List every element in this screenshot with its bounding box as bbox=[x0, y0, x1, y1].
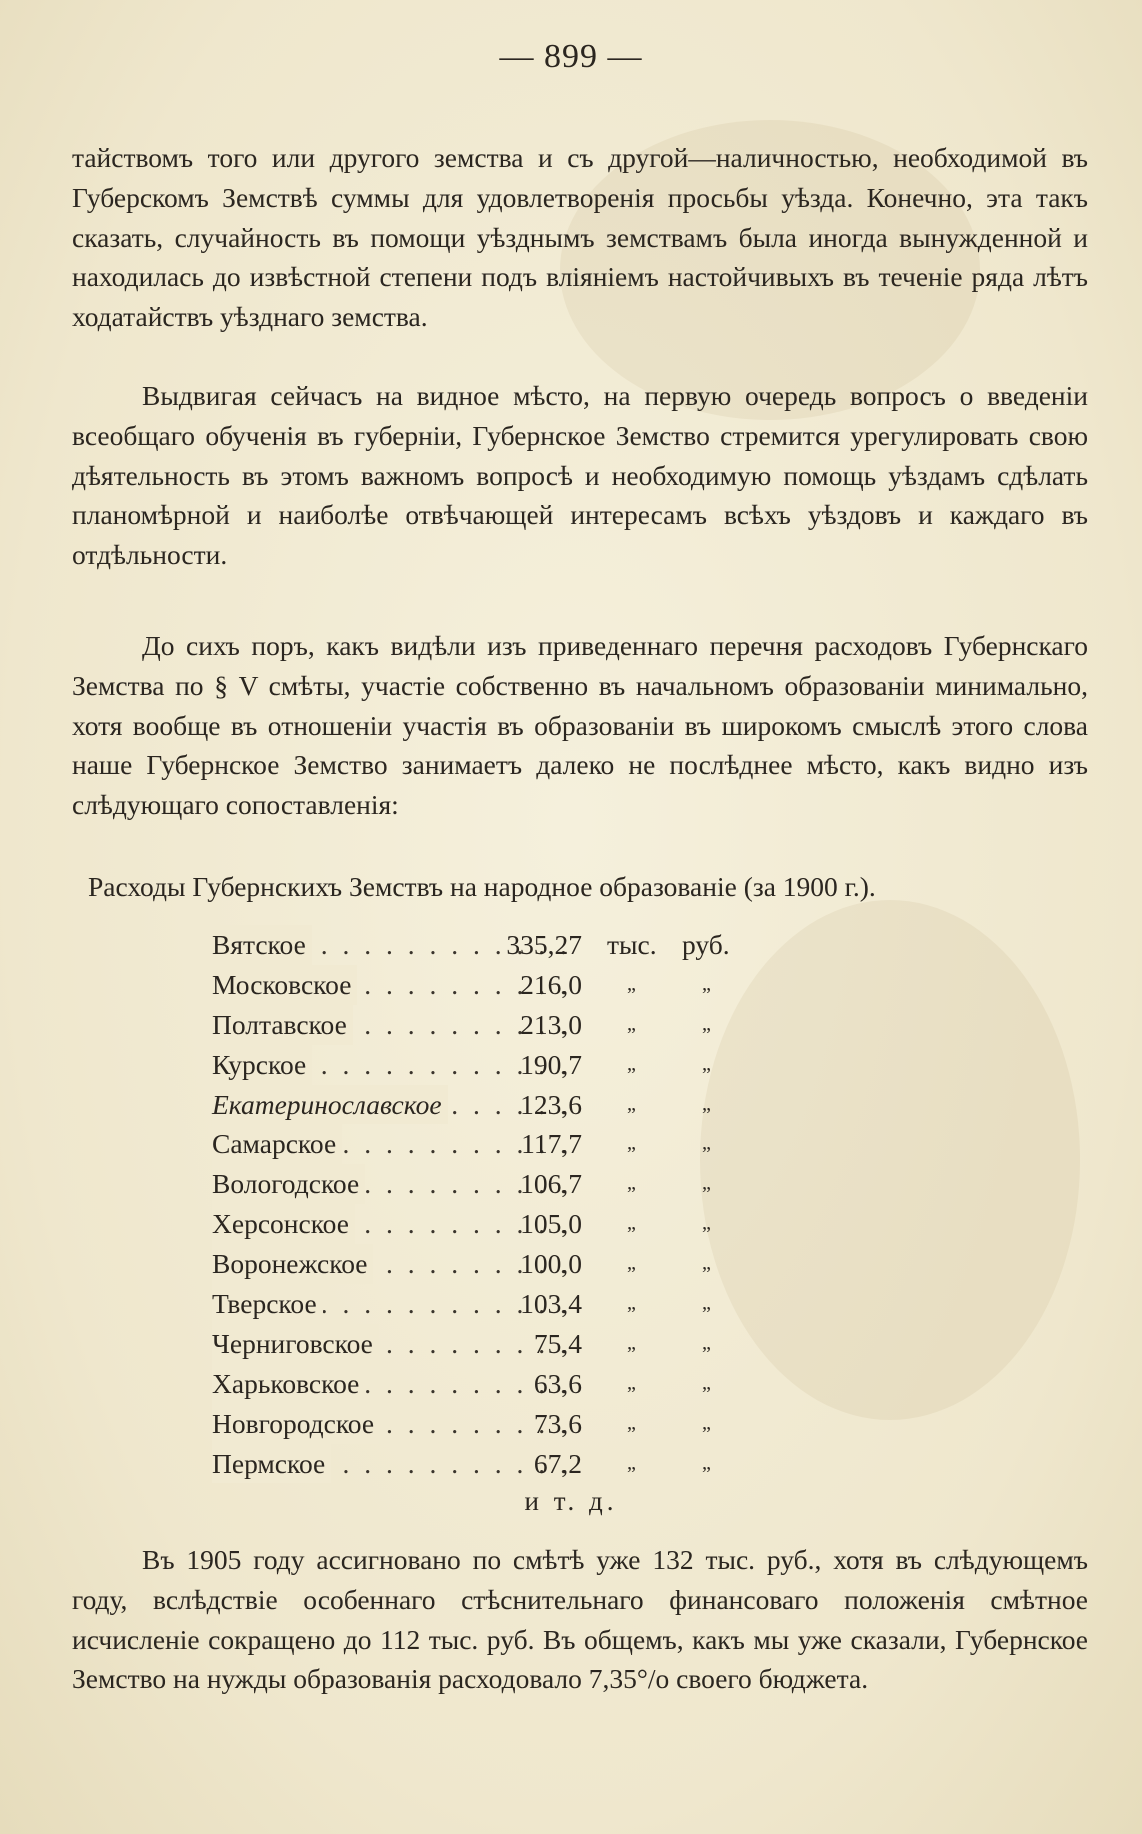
zemstvo-name: Московское bbox=[212, 965, 357, 1005]
ditto-mark: „ bbox=[702, 1012, 711, 1035]
page-number: — 899 — bbox=[499, 38, 643, 75]
zemstvo-name: Черниговское bbox=[212, 1324, 379, 1364]
expense-value: 213,0 bbox=[520, 1008, 582, 1040]
ditto-mark: „ bbox=[627, 972, 636, 995]
paragraph-text: Въ 1905 году ассигновано по смѣтѣ уже 132 тыс. руб., хотя въ слѣдующемъ году, вслѣдствіе особеннаго стѣснительнаго финансоваго положенія смѣтное исчисленіе сокращено до 112 тыс. руб. Въ общемъ, какъ мы уже сказали, Губернское Земство на нужды образованія расходовало 7,35°/о своего бюджета. bbox=[72, 1544, 1088, 1695]
ditto-mark: „ bbox=[702, 1371, 711, 1394]
ditto-mark: „ bbox=[702, 1411, 711, 1434]
paragraph bbox=[72, 376, 1088, 575]
expense-value: 73,6 bbox=[533, 1407, 582, 1439]
zemstvo-name: Воронежское bbox=[212, 1244, 373, 1284]
paragraph-text: тайствомъ того или другого земства и съ другой—наличностью, необходимой въ Губерскомъ Земствѣ суммы для удовлетворенія просьбы уѣзда. Конечно, эта такъ сказать, случайность въ помощи уѣзднымъ земствамъ была иногда вынужденной и находилась до извѣстной степени подъ вліяніемъ настойчивыхъ въ теченіе ряда лѣтъ ходатайствъ уѣзднаго земства. bbox=[72, 142, 1088, 333]
table-row bbox=[212, 1164, 972, 1204]
expense-value: 117,7 bbox=[521, 1128, 582, 1160]
expense-value: 335,27 bbox=[506, 929, 582, 960]
zemstvo-name: Новгородское bbox=[212, 1404, 380, 1444]
table-row bbox=[212, 1045, 972, 1085]
ditto-mark: „ bbox=[627, 1451, 636, 1474]
paragraph bbox=[72, 1540, 1088, 1699]
ditto-mark: „ bbox=[702, 1451, 711, 1474]
ditto-mark: „ bbox=[627, 1331, 636, 1354]
zemstvo-name: Тверское bbox=[212, 1284, 323, 1324]
ditto-mark: „ bbox=[627, 1292, 636, 1315]
unit-rouble: руб. bbox=[682, 929, 730, 960]
paragraph-text: До сихъ поръ, какъ видѣли изъ приведеннаго перечня расходовъ Губернскаго Земства по § V смѣты, участіе собственно въ начальномъ образованіи минимально, хотя вообще въ отношеніи участія въ образованіи въ широкомъ смыслѣ этого слова наше Губернское Земство занимаетъ далеко не послѣднее мѣсто, какъ видно изъ слѣдующаго сопоставленія: bbox=[72, 630, 1088, 821]
zemstvo-name: Вятское bbox=[212, 925, 312, 965]
paragraph-text: Выдвигая сейчасъ на видное мѣсто, на первую очередь вопросъ о введеніи всеобщаго обученія въ губерніи, Губернское Земство стремится урегулировать свою дѣятельность въ этомъ важномъ вопросѣ и необходимую помощь уѣздамъ сдѣлать планомѣрной и наиболѣе отвѣчающей интересамъ всѣхъ уѣздовъ и каждаго въ отдѣльности. bbox=[72, 380, 1088, 571]
table-caption: Расходы Губернскихъ Земствъ на народное образованіе (за 1900 г.). bbox=[88, 871, 876, 902]
zemstvo-name: Полтавское bbox=[212, 1005, 353, 1045]
ditto-mark: „ bbox=[627, 1092, 636, 1115]
expense-value: 216,0 bbox=[520, 968, 582, 1000]
expense-value: 190,7 bbox=[520, 1048, 582, 1080]
paragraph bbox=[72, 626, 1088, 825]
expense-value: 105,0 bbox=[520, 1208, 582, 1240]
expense-value: 106,7 bbox=[520, 1168, 582, 1200]
ditto-mark: „ bbox=[627, 1132, 636, 1155]
ditto-mark: „ bbox=[627, 1411, 636, 1434]
ditto-mark: „ bbox=[702, 1331, 711, 1354]
ditto-mark: „ bbox=[702, 1132, 711, 1155]
zemstvo-name: Пермское bbox=[212, 1444, 331, 1484]
table-row bbox=[212, 1444, 972, 1484]
ditto-mark: „ bbox=[702, 1252, 711, 1275]
expense-value: 123,6 bbox=[520, 1088, 582, 1120]
expense-table bbox=[212, 925, 972, 1483]
table-row bbox=[212, 1005, 972, 1045]
ditto-mark: „ bbox=[702, 1292, 711, 1315]
zemstvo-name: Курское bbox=[212, 1045, 312, 1085]
ditto-mark: „ bbox=[702, 1052, 711, 1075]
ditto-mark: „ bbox=[702, 972, 711, 995]
expense-value: 100,0 bbox=[520, 1248, 582, 1280]
zemstvo-name: Вологодское bbox=[212, 1164, 365, 1204]
expense-value: 67,2 bbox=[533, 1447, 582, 1479]
table-row bbox=[212, 1204, 972, 1244]
paragraph-continued bbox=[72, 138, 1088, 337]
ditto-mark: „ bbox=[702, 1172, 711, 1195]
table-row bbox=[212, 925, 972, 965]
table-etc: и т. д. bbox=[524, 1486, 618, 1516]
ditto-mark: „ bbox=[627, 1172, 636, 1195]
table-row bbox=[212, 1085, 972, 1125]
ditto-mark: „ bbox=[627, 1371, 636, 1394]
expense-value: 63,6 bbox=[533, 1367, 582, 1399]
expense-value: 75,4 bbox=[533, 1327, 582, 1359]
unit-thousand: тыс. bbox=[607, 929, 657, 960]
ditto-mark: „ bbox=[627, 1012, 636, 1035]
ditto-mark: „ bbox=[627, 1052, 636, 1075]
zemstvo-name: Херсонское bbox=[212, 1204, 355, 1244]
ditto-mark: „ bbox=[627, 1252, 636, 1275]
table-row bbox=[212, 1364, 972, 1404]
expense-value: 103,4 bbox=[520, 1288, 582, 1320]
ditto-mark: „ bbox=[702, 1212, 711, 1235]
table-row bbox=[212, 965, 972, 1005]
zemstvo-name: Екатеринославское bbox=[212, 1085, 448, 1125]
ditto-mark: „ bbox=[627, 1212, 636, 1235]
table-row bbox=[212, 1324, 972, 1364]
table-row bbox=[212, 1244, 972, 1284]
table-row bbox=[212, 1124, 972, 1164]
table-row bbox=[212, 1404, 972, 1444]
ditto-mark: „ bbox=[702, 1092, 711, 1115]
zemstvo-name: Самарское bbox=[212, 1124, 342, 1164]
zemstvo-name: Харьковское bbox=[212, 1364, 365, 1404]
table-row bbox=[212, 1284, 972, 1324]
